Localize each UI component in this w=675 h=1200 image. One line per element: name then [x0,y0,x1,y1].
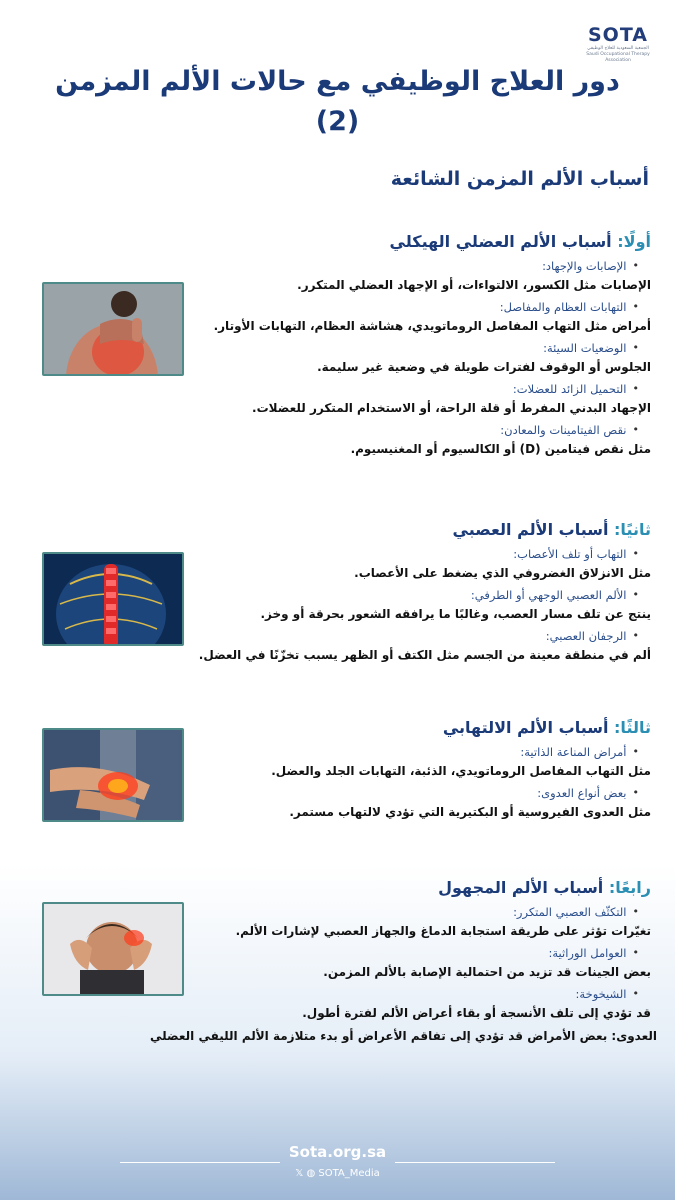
footer-social[interactable] [0,1168,675,1179]
item-label: الإصابات والإجهاد: [542,259,627,273]
section-heading [196,718,651,737]
footer-url[interactable]: Sota.org.sa [288,1143,387,1161]
bullet-icon: • [632,745,639,758]
headache-illustration [42,904,182,996]
page-title-line2: (2) [315,106,360,137]
bullet-icon: • [632,946,639,959]
section-lead: أولًا: [617,232,651,251]
section-heading [196,878,651,897]
item-desc: الإجهاد البدني المفرط أو قلة الراحة، أو الاستخدام المتكرر للعضلات. [252,401,651,415]
bullet-icon: • [632,786,639,799]
list-item [196,298,651,336]
headache-photo [42,902,184,996]
section-lead: ثالثًا: [614,718,651,737]
x-icon: 𝕏 [295,1168,304,1179]
item-label: أمراض المناعة الذاتية: [520,745,627,759]
section-unknown [150,878,657,1046]
section-neuropathic [196,520,651,668]
item-desc: تغيّرات تؤثر على طريقة استجابة الدماغ والجهاز العصبي لإشارات الألم. [235,924,651,938]
bullet-icon: • [632,382,639,395]
bullet-icon: • [632,588,639,601]
wrist-pain-photo [42,728,184,822]
item-desc: ألم في منطقة معينة من الجسم مثل الكتف أو الظهر يسبب تخزّنًا في العضل. [198,648,651,662]
wrist-pain-illustration [42,730,182,822]
spine-nerves-illustration [42,554,182,646]
section-inflammatory [196,718,651,825]
section-lead: رابعًا: [608,878,651,897]
back-pain-illustration [42,284,182,376]
bullet-icon: • [632,629,639,642]
item-desc: ينتج عن تلف مسار العصب، وغالبًا ما يرافقه الشعور بحرقة أو وخز. [260,607,651,621]
item-desc: مثل التهاب المفاصل الروماتويدي، الذئبة، التهابات الجلد والعضل. [271,764,651,778]
section-heading [196,232,651,251]
item-label: نقص الفيتامينات والمعادن: [500,423,627,437]
item-label: التهاب أو تلف الأعصاب: [513,547,627,561]
spine-nerves-photo [42,552,184,646]
item-label: العوامل الوراثية: [548,946,627,960]
extra-note: العدوى: بعض الأمراض قد تؤدي إلى تفاقم الأعراض أو بدء متلازمة الألم الليفي العضلي [150,1029,657,1043]
list-item [196,586,651,624]
item-label: الشيخوخة: [575,987,627,1001]
list-item [196,627,651,665]
list-item [196,784,651,822]
item-label: الوضعيات السيئة: [543,341,627,355]
list-item [196,339,651,377]
page-title [40,62,635,142]
bullet-icon: • [632,259,639,272]
bullet-icon: • [632,341,639,354]
footer-divider-right [395,1162,555,1163]
item-desc: قد تؤدي إلى تلف الأنسجة أو بقاء أعراض الألم لفترة أطول. [302,1006,651,1020]
logo-subtitle-en: Saudi Occupational Therapy Association [586,52,650,63]
item-desc: بعض الجينات قد تزيد من احتمالية الإصابة بالألم المزمن. [323,965,651,979]
item-label: بعض أنواع العدوى: [537,786,627,800]
item-desc: مثل العدوى الفيروسية أو البكتيرية التي تؤدي لالتهاب مستمر. [289,805,651,819]
item-desc: الإصابات مثل الكسور، الالتواءات، أو الإجهاد العضلي المتكرر. [297,278,651,292]
logo-subtitle-ar: الجمعية السعودية للعلاج الوظيفي [587,46,649,51]
page-title-line1: دور العلاج الوظيفي مع حالات الألم المزمن [55,66,620,97]
logo-mark-text: SOTA [587,24,649,46]
section-musculoskeletal [196,232,651,462]
item-desc: الجلوس أو الوقوف لفترات طويلة في وضعية غير سليمة. [317,360,651,374]
item-label: الألم العصبي الوجهي أو الطرفي: [470,588,627,602]
snapchat-icon: ◍ [306,1168,316,1179]
list-item [196,944,651,982]
item-desc: مثل نقص فيتامين (D) أو الكالسيوم أو المغنيسيوم. [350,442,651,456]
section-title: أسباب الألم العضلي الهيكلي [389,232,612,251]
bullet-icon: • [632,300,639,313]
list-item [196,743,651,781]
sota-logo [582,24,654,64]
section-heading [196,520,651,539]
list-item [196,985,651,1023]
bullet-icon: • [632,905,639,918]
item-label: التحميل الزائد للعضلات: [512,382,627,396]
item-label: التهابات العظام والمفاصل: [499,300,627,314]
section-lead: ثانيًا: [614,520,651,539]
bullet-icon: • [632,547,639,560]
section-title: أسباب الألم المجهول [438,878,604,897]
list-item [196,903,651,941]
item-desc: أمراض مثل التهاب المفاصل الروماتويدي، هشاشة العظام، التهابات الأوتار. [213,319,651,333]
logo-mark [582,24,654,46]
footer-divider-left [120,1162,280,1163]
list-item [196,421,651,459]
section-title: أسباب الألم العصبي [452,520,609,539]
item-desc: مثل الانزلاق الغضروفي الذي يضغط على الأعصاب. [354,566,651,580]
item-label: التكثّف العصبي المتكرر: [513,905,627,919]
bullet-icon: • [632,423,639,436]
page-subtitle: أسباب الألم المزمن الشائعة [390,168,649,190]
list-item [196,257,651,295]
back-pain-photo [42,282,184,376]
section-title: أسباب الألم الالتهابي [442,718,609,737]
footer-handle-text: SOTA_Media [318,1168,380,1179]
bullet-icon: • [632,987,639,1000]
list-item [196,380,651,418]
list-item [196,545,651,583]
item-label: الرجفان العصبي: [545,629,627,643]
